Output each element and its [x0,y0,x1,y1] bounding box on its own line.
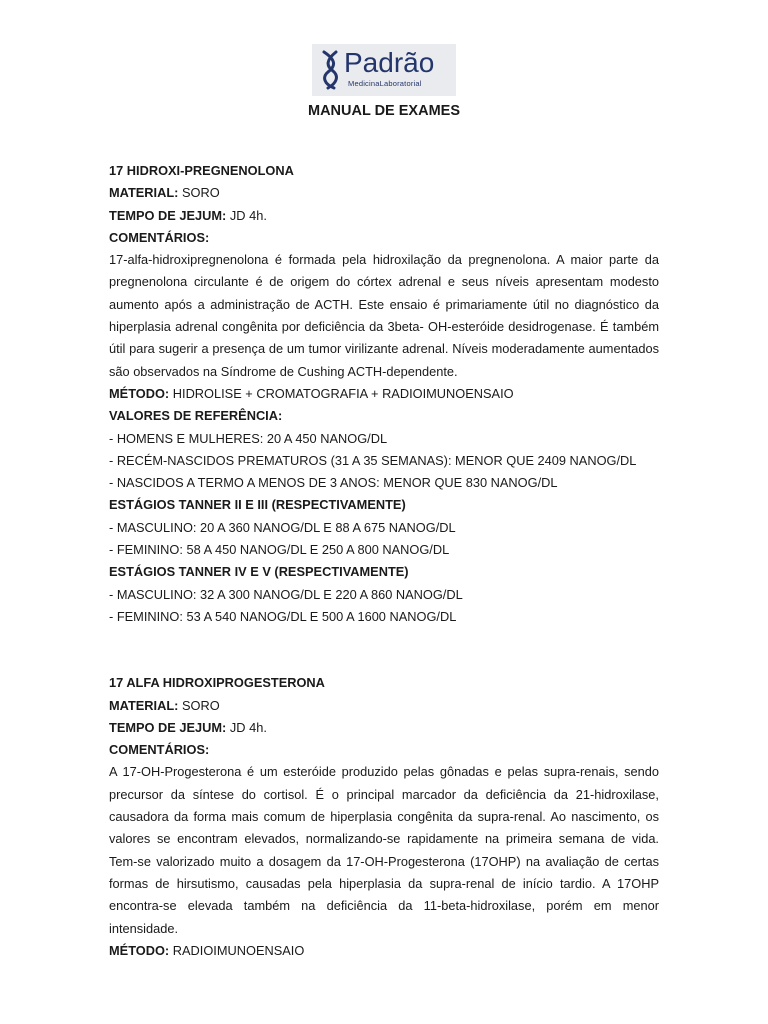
method-label: MÉTODO: [109,385,170,401]
comments-text: 17-alfa-hidroxipregnenolona é formada pela hidroxilação da pregnenolona. A maior parte da pregnenolona circulante é de origem do córtex adrenal e seus níveis apresentam modesto aumento após a administração de ACTH. Este ensaio é primariamente útil no diagnóstico da hiperplasia adrenal congênita por deficiência da 3beta- OH-esteróide desidrogenase. É também útil para sugerir a presença de um tumor virilizante adrenal. Níveis moderadamente aumentados são observados na Síndrome de Cushing ACTH-dependente. [109,252,659,379]
material-label: MATERIAL: [109,185,179,201]
fasting-label: TEMPO DE JEJUM: [109,207,227,223]
reference-item: - NASCIDOS A TERMO A MENOS DE 3 ANOS: MENOR QUE 830 NANOG/DL [109,475,558,491]
method-value: RADIOIMUNOENSAIO [172,942,305,958]
material-value: SORO [181,185,220,201]
reference-item: - HOMENS E MULHERES: 20 A 450 NANOG/DL [109,430,388,446]
reference-label: VALORES DE REFERÊNCIA: [109,408,283,424]
tanner-stage-item: - FEMININO: 53 A 540 NANOG/DL E 500 A 1600 NANOG/DL [109,608,457,624]
comments-label: COMENTÁRIOS: [109,742,210,758]
exam-section [109,672,659,962]
exam-heading: 17 ALFA HIDROXIPROGESTERONA [109,675,325,691]
fasting-row [109,717,659,739]
reference-item: - RECÉM-NASCIDOS PREMATUROS (31 A 35 SEMANAS): MENOR QUE 2409 NANOG/DL [109,452,637,468]
method-row [109,383,659,405]
document-content [109,160,659,962]
exam-section [109,160,659,628]
tanner-stage-item: - FEMININO: 58 A 450 NANOG/DL E 250 A 800 NANOG/DL [109,542,450,558]
tanner-stage-label: ESTÁGIOS TANNER II E III (RESPECTIVAMENTE) [109,497,406,513]
comments-label: COMENTÁRIOS: [109,229,210,245]
method-label: MÉTODO: [109,942,170,958]
dna-helix-icon [320,50,342,90]
logo-brand-name: Padrão [344,47,435,78]
material-label: MATERIAL: [109,697,179,713]
material-row [109,695,659,717]
method-value: HIDROLISE + CROMATOGRAFIA + RADIOIMUNOENSAIO [172,385,514,401]
material-row [109,182,659,204]
padrao-logo [312,44,456,96]
tanner-stage-item: - MASCULINO: 20 A 360 NANOG/DL E 88 A 675 NANOG/DL [109,519,456,535]
fasting-value: JD 4h. [229,207,267,223]
exam-heading: 17 HIDROXI-PREGNENOLONA [109,163,294,178]
document-title: MANUAL DE EXAMES [308,103,460,119]
material-value: SORO [181,697,220,713]
logo-tagline: MedicinaLaboratorial [348,79,422,88]
fasting-label: TEMPO DE JEJUM: [109,719,227,735]
tanner-stage-label: ESTÁGIOS TANNER IV E V (RESPECTIVAMENTE) [109,564,409,580]
fasting-value: JD 4h. [229,719,267,735]
tanner-stage-item: - MASCULINO: 32 A 300 NANOG/DL E 220 A 860 NANOG/DL [109,586,463,602]
comments-text: A 17-OH-Progesterona é um esteróide produzido pelas gônadas e pelas supra-renais, sendo precursor da síntese do cortisol. É o principal marcador da deficiência da 21-hidroxilase, causadora da forma mais comum de hiperplasia congênita da supra-renal. Ao nascimento, os valores se encontram elevados, normalizando-se rapidamente na primeira semana de vida. Tem-se valorizado muito a dosagem da 17-OH-Progesterona (17OHP) na avaliação de certas formas de hirsutismo, causadas pela hiperplasia da supra-renal de início tardio. A 17OHP encontra-se elevada também na deficiência da 11-beta-hidroxilase, porém em menor intensidade. [109,764,659,936]
method-row [109,940,659,962]
fasting-row [109,205,659,227]
